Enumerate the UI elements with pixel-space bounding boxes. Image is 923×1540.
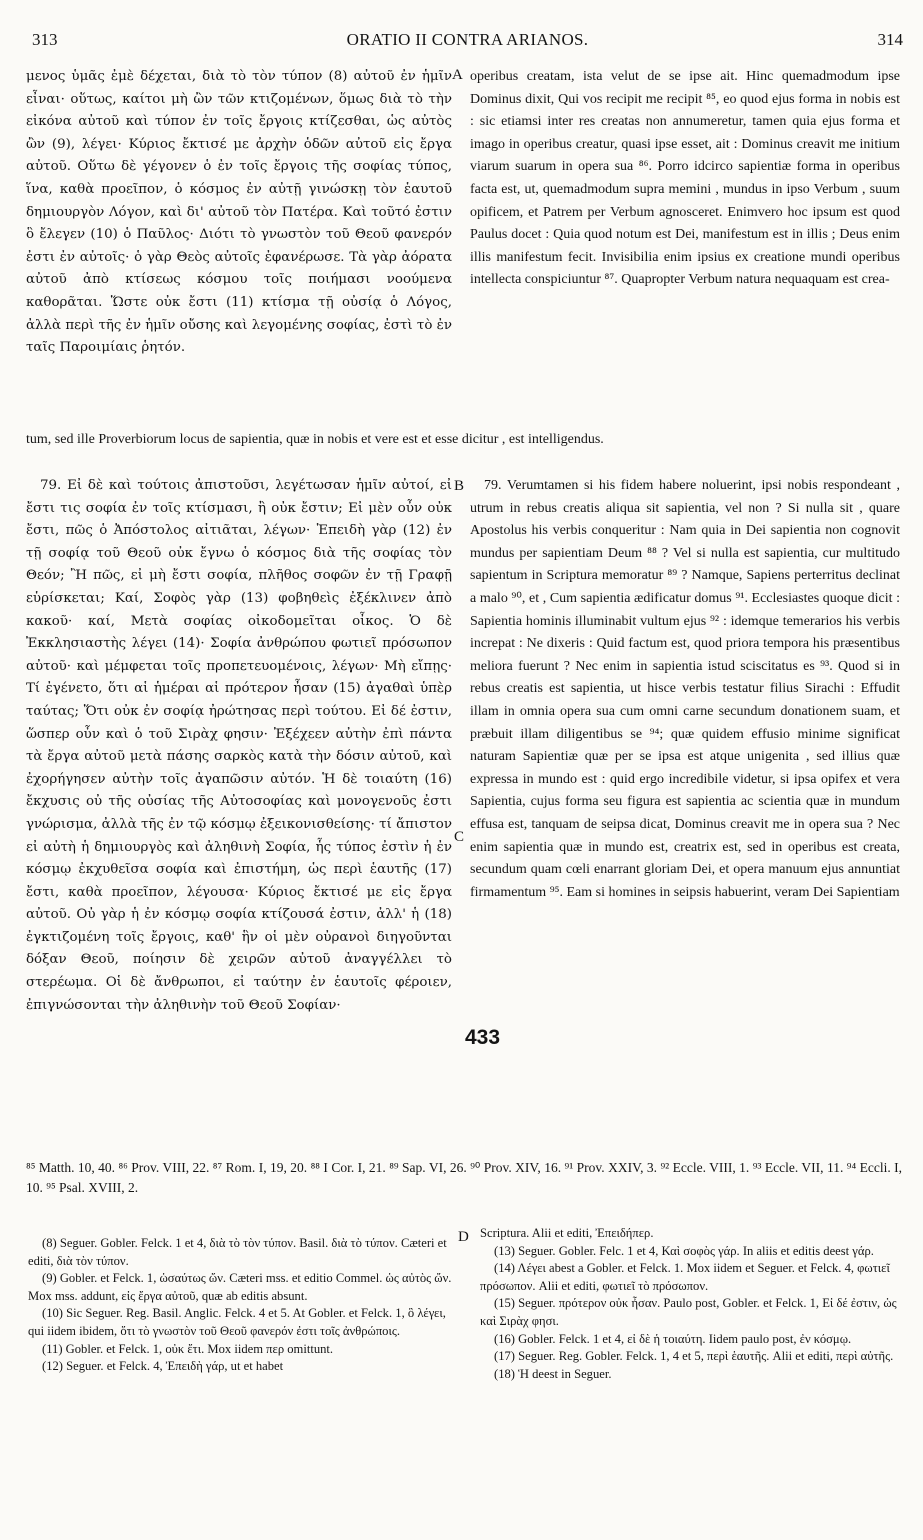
footnote: (17) Seguer. Reg. Gobler. Felck. 1, 4 et 5, περὶ ἑαυτῆς. Alii et editi, περὶ αὐτῆς.: [494, 1349, 894, 1364]
footnote: (10) Sic Seguer. Reg. Basil. Anglic. Felck. 4 et 5. At Gobler. et Felck. 1, ὃ λέγει, qui iidem ibidem, ὅτι τὸ γνωστὸν τοῦ Θεοῦ φανερόν ἐστι τοῖς ἀνθρώποις.: [28, 1306, 446, 1338]
footnote: (15) Seguer. πρότερον οὐκ ἦσαν. Paulo post, Gobler. et Felck. 1, Εἰ δέ ἐστιν, ὡς καὶ Σιρὰχ φησι.: [480, 1296, 897, 1328]
full-width-continuation: [26, 429, 902, 452]
margin-marker-a: A: [452, 67, 463, 83]
greek-column-top: [26, 66, 452, 360]
latin-column-top: [470, 66, 900, 292]
footnote: (12) Seguer. et Felck. 4, Ἐπειδὴ γάρ, ut et habet: [42, 1359, 284, 1374]
footnotes-left: [28, 1235, 452, 1376]
running-title: ORATIO II CONTRA ARIANOS.: [346, 30, 589, 49]
footnote: (9) Gobler. et Felck. 1, ὡσαύτως ὤν. Cæteri mss. et editio Commel. ὡς αὐτὸς ὤν. Mox mss. addunt, εἰς ἔργα αὐτοῦ, quæ ab editis absunt.: [28, 1271, 452, 1303]
scripture-references: [26, 1158, 902, 1198]
greek-column-79: [26, 475, 452, 1017]
footnote: (14) Λέγει abest a Gobler. et Felck. 1. Mox iidem et Seguer. et Felck. 4, φωτιεῖ πρόσωπον. Alii et editi, φωτιεῖ τὸ πρόσωπον.: [480, 1261, 890, 1293]
margin-marker-b: B: [454, 478, 465, 494]
footnote: (18) Ἡ deest in Seguer.: [494, 1366, 612, 1381]
continuation-text: tum, sed ille Proverbiorum locus de sapientia, quæ in nobis et vere est et esse dicitur , est intelligendus.: [26, 432, 604, 447]
footnote: (13) Seguer. Gobler. Felc. 1 et 4, Καὶ σοφὸς γάρ. In aliis et editis deest γάρ.: [494, 1243, 874, 1258]
page-number-right: 314: [877, 30, 903, 49]
footnotes-right: [480, 1225, 900, 1383]
footnote: (11) Gobler. et Felck. 1, οὐκ ἔτι. Mox iidem περ omittunt.: [42, 1341, 334, 1356]
footnote: (8) Seguer. Gobler. Felck. 1 et 4, διὰ τὸ τὸν τύπον. Basil. διὰ τὸ τύπον. Cæteri et editi, διὰ τὸν τύπον.: [28, 1236, 447, 1268]
greek-paragraph-79: 79. Εἰ δὲ καὶ τούτοις ἀπιστοῦσι, λεγέτωσαν ἡμῖν αὐτοί, εἰ ἔστι τις σοφία ἐν τοῖς κτίσμασι, ἢ οὐκ ἔστιν; Εἰ μὲν οὖν οὐκ ἔστι, πῶς ὁ Ἀπόστολος αἰτιᾶται, λέγων· Ἐπειδὴ γὰρ (12) ἐν τῇ σοφίᾳ τοῦ Θεοῦ οὐκ ἔγνω ὁ κόσμος διὰ τῆς σοφίας τὸν Θεόν; Ἢ πῶς, εἰ μὴ ἔστι σοφία, πλῆθος σοφῶν ἐν τῇ Γραφῇ εὑρίσκεται; Καί, Σοφὸς γὰρ (13) φοβηθεὶς ἐξέκλινεν ἀπὸ κακοῦ· καί, Μετὰ σοφίας οἰκοδομεῖται οἶκος. Ὁ δὲ Ἐκκλησιαστὴς λέγει (14)· Σοφία ἀνθρώπου φωτιεῖ πρόσωπον αὐτοῦ· καὶ μέμφεται τοῖς προπετευομένοις, λέγων· Μὴ εἴπῃς· Τί ἐγένετο, ὅτι αἱ ἡμέραι αἱ πρότερον ἦσαν (15) ἀγαθαὶ ὑπὲρ ταύτας; Ὅτι οὐκ ἐν σοφίᾳ ἠρώτησας περὶ τούτου. Εἰ δέ ἐστιν, ὥσπερ οὖν καὶ ὁ τοῦ Σιρὰχ φησιν· Ἐξέχεεν αὐτὴν ἐπὶ πάντα τὰ ἔργα αὐτοῦ μετὰ πάσης σαρκὸς κατὰ τὴν δόσιν αὐτοῦ, καὶ ἐχορήγησεν αὐτὴν τοῖς ἀγαπῶσιν αὐτόν. Ἡ δὲ τοιαύτη (16) ἔκχυσις οὐ τῆς οὐσίας τῆς Αὐτοσοφίας καὶ μονογενοῦς ἐστι γνώρισμα, ἀλλὰ τῆς ἐν τῷ κόσμῳ ἐξεικονισθείσης· τί ἄπιστον εἰ αὐτὴ ἡ δημιουργὸς καὶ ἀληθινὴ Σοφία, ἧς τύπος ἐστὶν ἡ ἐν κόσμῳ ἐκχυθεῖσα σοφία καὶ ἐπιστήμη, ὡς περὶ ἑαυτῆς (17) ἔστι, καθὰ προεῖπον, λέγουσα· Κύριος ἔκτισέ με εἰς ἔργα αὐτοῦ. Οὐ γὰρ ἡ ἐν κόσμῳ σοφία κτίζουσά ἐστιν, ἀλλ' ἡ (18) ἐγκτιζομένη τοῖς ἔργοις, καθ' ἣν οἱ μὲν οὐρανοὶ διηγοῦνται δόξαν Θεοῦ, ποίησιν δὲ χειρῶν αὐτοῦ ἀναγγέλλει τὸ στερέωμα. Οἱ δὲ ἄνθρωποι, εἰ ταύτην ἐν ἑαυτοῖς φέροιεν, ἐπιγνώσονται τὴν ἀληθινὴν τοῦ Θεοῦ Σοφίαν·: [26, 478, 452, 1013]
margin-marker-d: D: [458, 1229, 469, 1245]
latin-column-79: [470, 475, 900, 904]
page-header: [32, 30, 903, 54]
footnote: (16) Gobler. Felck. 1 et 4, εἰ δὲ ἡ τοιαύτη. Iidem paulo post, ἐν κόσμῳ.: [494, 1331, 852, 1346]
page-number-left: 313: [32, 30, 58, 49]
column-number: 433: [465, 1026, 501, 1049]
scripture-references-text: ⁸⁵ Matth. 10, 40. ⁸⁶ Prov. VIII, 22. ⁸⁷ Rom. I, 19, 20. ⁸⁸ I Cor. I, 21. ⁸⁹ Sap. VI, 26. ⁹⁰ Prov. XIV, 16. ⁹¹ Prov. XXIV, 3. ⁹² Eccle. VIII, 1. ⁹³ Eccle. VII, 11. ⁹⁴ Eccli. I, 10. ⁹⁵ Psal. XVIII, 2.: [26, 1160, 902, 1195]
latin-paragraph-79: 79. Verumtamen si his fidem habere noluerint, ipsi nobis respondeant , utrum in rebus creatis aliqua sit sapientia, vel non ? Si nulla sit , quare Apostolus his verbis conqueritur : Nam quia in Dei sapientia non cognovit mundus per sapientiam Deum ⁸⁸ ? Vel si nulla est sapientia, cur multitudo sapientum in Scriptura memoratur ⁸⁹ ? Namque, Sapiens perterritus declinat a malo ⁹⁰, et , Cum sapientia ædificatur domus ⁹¹. Ecclesiastes quoque dicit : Sapientia hominis illuminabit vultum ejus ⁹² : idemque temerarios his verbis increpat : Ne dixeris : Quid factum est, quod priora tempora his præsentibus meliora fuerunt ? Nec enim in sapientia istud sciscitatus es ⁹³. Quod si in rebus creatis est sapientia, ut hisce verbis testatur filius Sirachi : Effudit illam in omnia opera sua cum omni carne secundum donationem suam, et præbuit illam diligentibus se ⁹⁴; quæ quidem effusio minime significat naturam Sapientiæ quæ per se ipsa est atque unigenita , sed illius quæ expressa in mundo est : quid ergo incredibile videtur, si ipsa opifex et vera Sapientia, cujus forma seu figura est sapientia ac scientia quæ in mundum effusa est, tanquam de seipsa dicat, Dominus creavit me in opera sua ? Nec enim sapientia quæ in mundo est, creatrix est, sed in operibus est creata, secundum quam cœli enarrant gloriam Dei, et opera manuum ejus annuntiat firmamentum ⁹⁵. Eam si homines in seipsis habuerint, veram Dei Sapientiam: [470, 478, 900, 900]
margin-marker-c: C: [454, 829, 465, 845]
greek-paragraph: μενος ὑμᾶς ἐμὲ δέχεται, διὰ τὸ τὸν τύπον (8) αὐτοῦ ἐν ἡμῖν εἶναι· οὕτως, καίτοι μὴ ὢν τῶν κτιζομένων, ὅμως διὰ τὸ τὴν εἰκόνα αὐτοῦ καὶ τύπον ἐν τοῖς ἔργοις κτίζεσθαι, ὡς αὐτὸς ὢν (9), λέγει· Κύριος ἔκτισέ με ἀρχὴν ὁδῶν αὐτοῦ εἰς ἔργα αὐτοῦ. Οὕτω δὲ γέγονεν ὁ ἐν τοῖς ἔργοις τῆς σοφίας τύπος, ἵνα, καθὰ προεῖπον, ὁ κόσμος ἐν αὐτῇ γινώσκῃ τὸν ἑαυτοῦ δημιουργὸν Λόγον, καὶ δι' αὐτοῦ τὸν Πατέρα. Καὶ τοῦτό ἐστιν ὃ ἔλεγεν (10) ὁ Παῦλος· Διότι τὸ γνωστὸν τοῦ Θεοῦ φανερόν ἐστι ἐν αὐτοῖς· ὁ γὰρ Θεὸς αὐτοῖς ἐφανέρωσε. Τὰ γὰρ ἀόρατα αὐτοῦ ἀπὸ κτίσεως κόσμου τοῖς ποιήμασι νοούμενα καθορᾶται. Ὥστε οὐκ ἔστι (11) κτίσμα τῇ οὐσίᾳ ὁ Λόγος, ἀλλὰ περὶ τῆς ἐν ἡμῖν οὔσης καὶ λεγομένης σοφίας, ἐστὶ τὸ ἐν ταῖς Παροιμίαις ῥητόν.: [26, 69, 452, 356]
latin-paragraph: operibus creatam, ista velut de se ipse ait. Hinc quemadmodum ipse Dominus dixit, Qui vos recipit me recipit ⁸⁵, eo quod ejus forma in nobis est : sic etiamsi inter res creatas non annumeretur, tamen quia ejus forma et imago in operibus creatur, quasi ipse esset, ait : Dominus creavit me initium viarum suarum in opera sua ⁸⁶. Porro idcirco sapientiæ forma in operibus facta est, ut, quemadmodum supra memini , mundus in ipso Verbum , suum opificem, et Patrem per Verbum agnosceret. Enimvero hoc ipsum est quod Paulus docet : Quia quod notum est Dei, manifestum est in illis ; Deus enim illis manifestum fecit. Invisibilia enim ipsius ex creatione mundi operibus intellecta conspiciuntur ⁸⁷. Quapropter Verbum natura nequaquam est crea-: [470, 69, 900, 288]
footnote: Scriptura. Alii et editi, Ἐπειδήπερ.: [480, 1226, 654, 1240]
